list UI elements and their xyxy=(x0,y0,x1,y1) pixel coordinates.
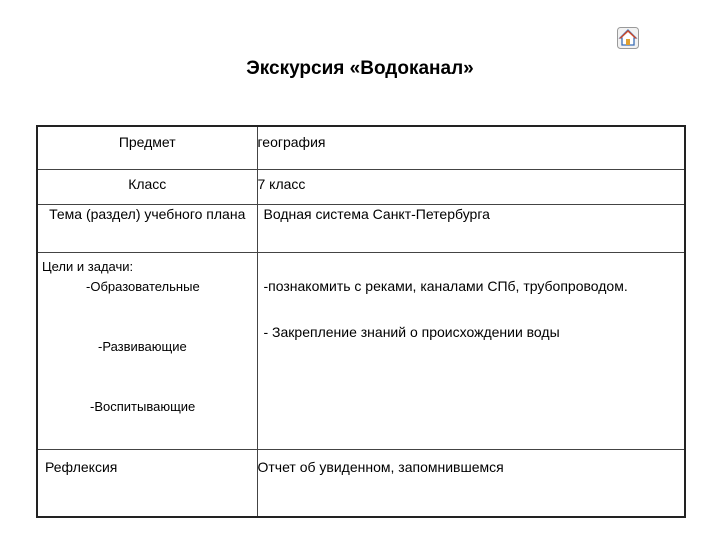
home-icon xyxy=(617,27,639,49)
page-title: Экскурсия «Водоканал» xyxy=(246,58,474,79)
topic-label: Тема (раздел) учебного плана xyxy=(37,205,257,253)
home-button[interactable] xyxy=(617,27,639,49)
table-row xyxy=(37,126,685,170)
goals-cell xyxy=(37,253,257,450)
subject-value: география xyxy=(257,126,685,170)
goals-values-cell xyxy=(257,253,685,450)
upbring-label: -Воспитывающие xyxy=(90,399,196,414)
goals-label: Цели и задачи: xyxy=(42,259,134,274)
reflection-value: Отчет об увиденном, запомнившемся xyxy=(257,450,685,518)
table-row xyxy=(37,205,685,253)
edu-label: -Образовательные xyxy=(86,279,200,294)
dev-value: - Закрепление знаний о происхождении воды xyxy=(263,324,560,340)
dev-label: -Развивающие xyxy=(98,339,187,354)
edu-value: -познакомить с реками, каналами СПб, трубопроводом. xyxy=(263,278,628,294)
lesson-table xyxy=(36,125,686,518)
subject-label: Предмет xyxy=(37,126,257,170)
class-value: 7 класс xyxy=(257,170,685,205)
topic-value: Водная система Санкт-Петербурга xyxy=(257,205,685,253)
table-row xyxy=(37,170,685,205)
table-row xyxy=(37,450,685,518)
table-row xyxy=(37,253,685,450)
class-label: Класс xyxy=(37,170,257,205)
reflection-label: Рефлексия xyxy=(37,450,257,518)
